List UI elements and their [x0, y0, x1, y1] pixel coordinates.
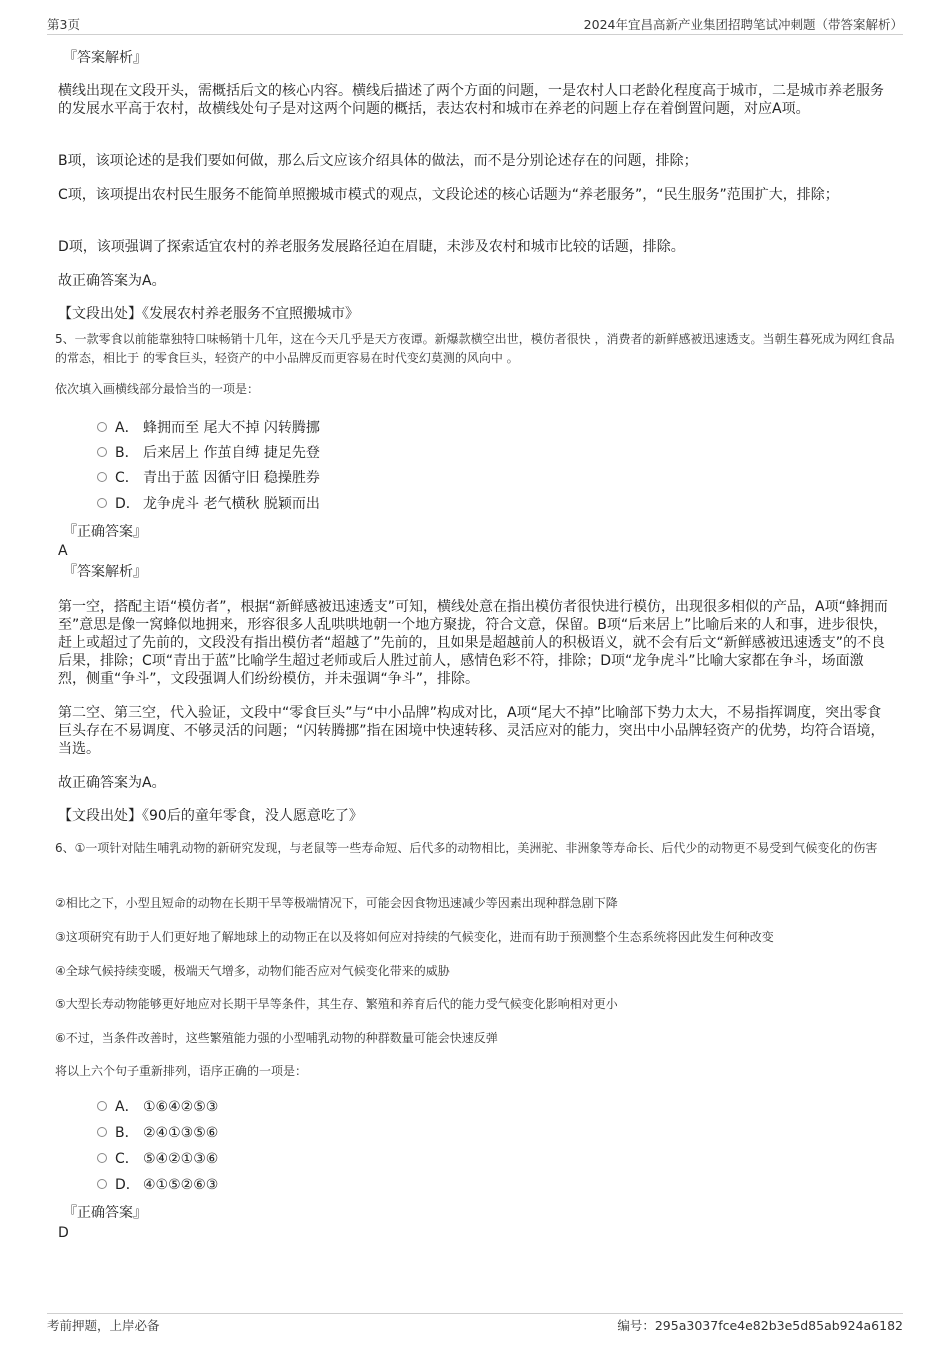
- q6-sentence-1: 6、①一项针对陆生哺乳动物的新研究发现，与老鼠等一些寿命短、后代多的动物相比，美洲驼、非洲象等寿命长、后代少的动物更不易受到气候变化的伤害: [55, 841, 878, 855]
- q5-stem: 5、一款零食以前能靠独特口味畅销十几年，这在今天几乎是天方夜谭。新爆款横空出世，模仿者很快 ，消费者的新鲜感被迅速透支。当朝生暮死成为网红食品的常态，相比于 的零食巨头，轻资产的中小品牌反而更容易在时代变幻莫测的风向中 。: [55, 332, 895, 365]
- page-header: [47, 14, 903, 35]
- q4-analysis-p4: D项，该项强调了探索适宜农村的养老服务发展路径迫在眉睫，未涉及农村和城市比较的话题，排除。: [58, 239, 685, 255]
- q6-option-b[interactable]: B． ②④①③⑤⑥: [97, 1124, 218, 1142]
- q4-source: 【文段出处】《发展农村养老服务不宜照搬城市》: [58, 306, 359, 322]
- footer-code: 编号：295a3037fce4e82b3e5d85ab924a6182: [617, 1318, 903, 1333]
- q5-analysis-p2: 第二空、第三空，代入验证，文段中“零食巨头”与“中小品牌”构成对比，A项“尾大不掉”比喻部下势力太大，不易指挥调度，突出零食巨头存在不易调度、不够灵活的问题；“闪转腾挪”指在困境中快速转移、灵活应对的能力，突出中小品牌轻资产的优势，均符合语境，当选。: [58, 705, 885, 757]
- footer-slogan: 考前押题，上岸必备: [47, 1318, 160, 1333]
- q6-sentence-2: ②相比之下，小型且短命的动物在长期干旱等极端情况下，可能会因食物迅速减少等因素出现种群急剧下降: [55, 896, 618, 910]
- q6-sentence-5: ⑤大型长寿动物能够更好地应对长期干旱等条件，其生存、繁殖和养育后代的能力受气候变化影响相对更小: [55, 997, 618, 1011]
- q6-option-d[interactable]: D． ④①⑤②⑥③: [97, 1176, 218, 1194]
- q5-option-b[interactable]: B． 后来居上 作茧自缚 捷足先登: [97, 444, 320, 462]
- radio-icon[interactable]: [97, 447, 107, 457]
- q5-conclusion: 故正确答案为A。: [58, 775, 166, 791]
- q6-answer: D: [58, 1225, 69, 1241]
- q5-answer: A: [58, 543, 68, 559]
- q6-sentence-6: ⑥不过，当条件改善时，这些繁殖能力强的小型哺乳动物的种群数量可能会快速反弹: [55, 1031, 498, 1045]
- radio-icon[interactable]: [97, 1101, 107, 1111]
- radio-icon[interactable]: [97, 1153, 107, 1163]
- q6-prompt: 将以上六个句子重新排列，语序正确的一项是：: [55, 1064, 308, 1078]
- q4-conclusion: 故正确答案为A。: [58, 273, 166, 289]
- q4-analysis-p1: 横线出现在文段开头，需概括后文的核心内容。横线后描述了两个方面的问题，一是农村人口老龄化程度高于城市，二是城市养老服务的发展水平高于农村，故横线处句子是对这两个问题的概括，表达农村和城市在养老的问题上存在着倒置问题，对应A项。: [58, 83, 884, 117]
- q5-analysis-label: 『答案解析』: [63, 564, 147, 580]
- q6-answer-label: 『正确答案』: [63, 1205, 147, 1221]
- page-number: 第3页: [47, 17, 80, 32]
- document-title: 2024年宜昌高新产业集团招聘笔试冲刺题（带答案解析）: [583, 17, 903, 32]
- q5-option-d[interactable]: D． 龙争虎斗 老气横秋 脱颖而出: [97, 495, 320, 513]
- radio-icon[interactable]: [97, 498, 107, 508]
- q5-option-c[interactable]: C． 青出于蓝 因循守旧 稳操胜券: [97, 469, 320, 487]
- q5-analysis-p1: 第一空，搭配主语“模仿者”，根据“新鲜感被迅速透支”可知，横线处意在指出模仿者很快进行模仿，出现很多相似的产品，A项“蜂拥而至”意思是像一窝蜂似地拥来，形容很多人乱哄哄地朝一个地方聚拢，符合文意，保留。B项“后来居上”比喻后来的人和事，进步很快，赶上或超过了先前的，文段没有指出模仿者“超越了”先前的，且如果是超越前人的积极语义，就不会有后文“新鲜感被迅速透支”的不良后果，排除；C项“青出于蓝”比喻学生超过老师或后人胜过前人，感情色彩不符，排除；D项“龙争虎斗”比喻大家都在争斗，场面激烈，侧重“争斗”，文段强调人们纷纷模仿，并未强调“争斗”，排除。: [58, 599, 888, 687]
- q5-option-a[interactable]: A． 蜂拥而至 尾大不掉 闪转腾挪: [97, 419, 320, 437]
- q6-option-a[interactable]: A． ①⑥④②⑤③: [97, 1098, 218, 1116]
- q5-answer-label: 『正确答案』: [63, 524, 147, 540]
- q6-sentence-3: ③这项研究有助于人们更好地了解地球上的动物正在以及将如何应对持续的气候变化，进而有助于预测整个生态系统将因此发生何种改变: [55, 930, 774, 944]
- radio-icon[interactable]: [97, 472, 107, 482]
- page-footer: [47, 1313, 903, 1336]
- radio-icon[interactable]: [97, 1127, 107, 1137]
- q6-sentence-4: ④全球气候持续变暖，极端天气增多，动物们能否应对气候变化带来的威胁: [55, 964, 450, 978]
- q4-analysis-p3: C项，该项提出农村民生服务不能简单照搬城市模式的观点，文段论述的核心话题为“养老服务”，“民生服务”范围扩大，排除；: [58, 187, 839, 203]
- q5-prompt: 依次填入画横线部分最恰当的一项是：: [55, 382, 260, 396]
- radio-icon[interactable]: [97, 422, 107, 432]
- q6-option-c[interactable]: C． ⑤④②①③⑥: [97, 1150, 218, 1168]
- q4-analysis-p2: B项，该项论述的是我们要如何做，那么后文应该介绍具体的做法，而不是分别论述存在的问题，排除；: [58, 153, 698, 169]
- q4-analysis-label: 『答案解析』: [63, 50, 147, 66]
- radio-icon[interactable]: [97, 1179, 107, 1189]
- q5-source: 【文段出处】《90后的童年零食，没人愿意吃了》: [58, 808, 363, 824]
